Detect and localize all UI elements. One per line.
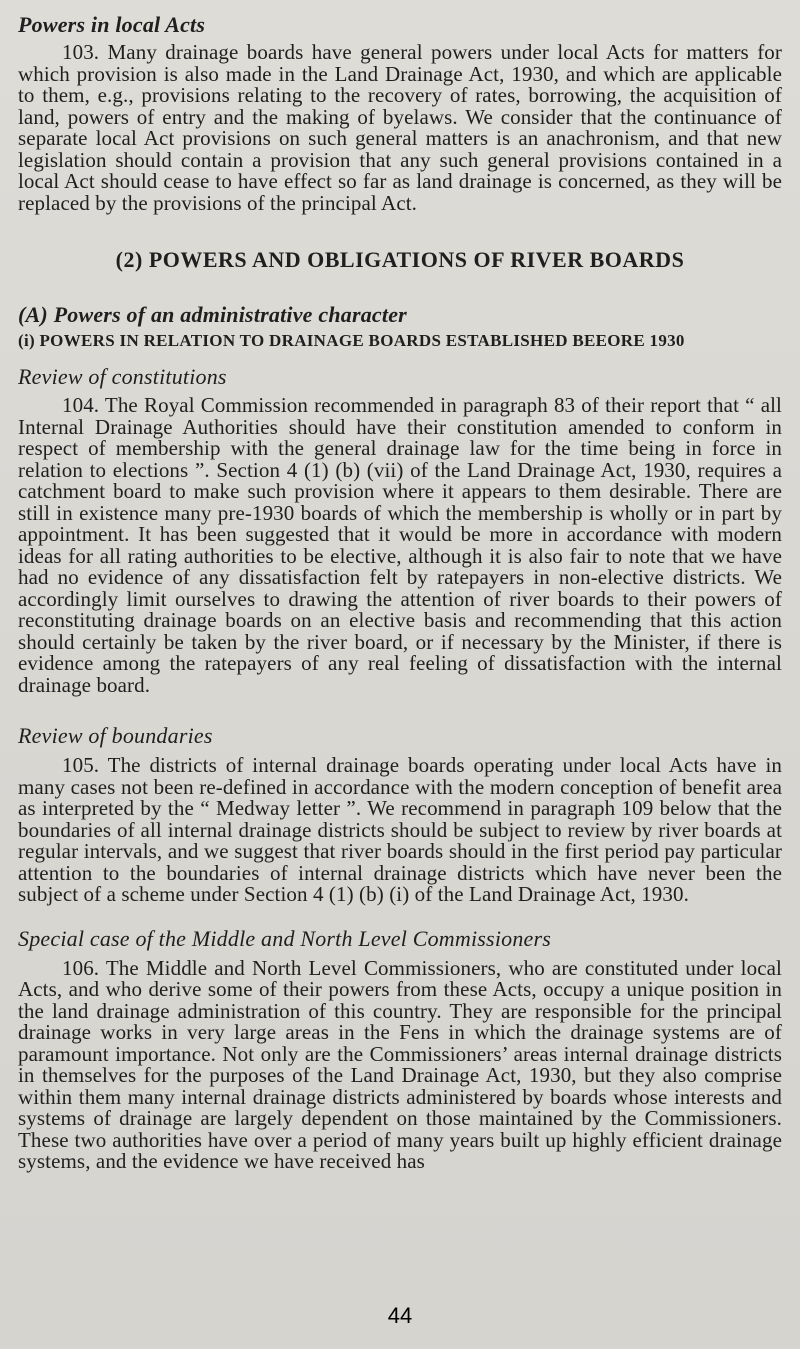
heading-administrative-character: (A) Powers of an administrative character	[18, 302, 407, 327]
paragraph-106: 106. The Middle and North Level Commissioners, who are constituted under local Acts, and who derive some of their powers from these Acts, occupy a unique position in the land drainage administration of this country. They are responsible for the principal drainage works in very large areas in the Fens in which the drainage systems are of paramount importance. Not only are the Commissioners’ areas internal drainage districts in themselves for the purposes of the Land Drainage Act, 1930, but they also comprise within them many internal drainage districts administered by boards whose interests and systems of drainage are largely dependent on those maintained by the Commissioners. These two authorities have over a period of many years built up highly efficient drainage systems, and the evidence we have received has	[18, 955, 782, 1173]
section-title-powers-obligations-river-boards: (2) POWERS AND OBLIGATIONS OF RIVER BOARDS	[115, 247, 685, 272]
page-number: 44	[387, 1303, 413, 1328]
paragraph-103: 103. Many drainage boards have general powers under local Acts for matters for which provision is also made in the Land Drainage Act, 1930, and which are applicable to them, e.g., provisions relating to the recovery of rates, borrowing, the acquisition of land, powers of entry and the making of byelaws. We consider that the continuance of separate local Act provisions on such general matters is an anachronism, and that new legislation should contain a provision that any such general provisions contained in a local Act should cease to have effect so far as land drainage is concerned, as they will be replaced by the provisions of the principal Act.	[18, 40, 782, 215]
heading-special-case-commissioners: Special case of the Middle and North Level Commissioners	[18, 925, 552, 951]
heading-review-of-boundaries: Review of boundaries	[18, 723, 213, 748]
paragraph-104: 104. The Royal Commission recommended in paragraph 83 of their report that “ all Internal Drainage Authorities should have their constitution amended to conform in respect of membership with the general drainage law for the time being in force in relation to elections ”. Section 4 (1) (b) (vii) of the Land Drainage Act, 1930, requires a catchment board to make such provision where it appears to them desirable. There are still in existence many pre-1930 boards of which the membership is wholly or in part by appointment. It has been suggested that it would be more in accordance with modern ideas for all rating authorities to be elective, although it is also fair to note that we have had no evidence of any dissatisfaction felt by ratepayers in non-elective districts. We accordingly limit ourselves to drawing the attention of river boards to their powers of reconstituting drainage boards on an elective basis and recommending that this action should certainly be taken by the river board, or if necessary by the Minister, if there is evidence among the ratepayers of any real feeling of dissatisfaction with the internal drainage board.	[18, 393, 782, 697]
paragraph-105: 105. The districts of internal drainage boards operating under local Acts have in many cases not been re-defined in accordance with the modern conception of benefit area as interpreted by the “ Medway letter ”. We recommend in paragraph 109 below that the boundaries of all internal drainage districts should be subject to review by river boards at regular intervals, and we suggest that river boards should in the first period pay particular attention to the boundaries of internal drainage districts which have never been the subject of a scheme under Section 4 (1) (b) (i) of the Land Drainage Act, 1930.	[18, 753, 782, 906]
heading-review-of-constitutions: Review of constitutions	[18, 364, 227, 389]
subheading-drainage-boards-before-1930: (i) POWERS IN RELATION TO DRAINAGE BOARDS ESTABLISHED BEEORE 1930	[18, 331, 685, 350]
heading-powers-in-local-acts: Powers in local Acts	[18, 12, 206, 37]
